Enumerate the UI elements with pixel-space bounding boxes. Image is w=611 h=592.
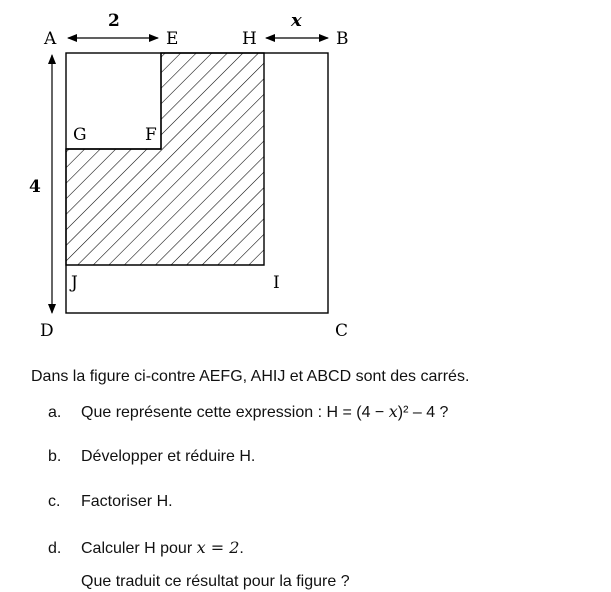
question-d-followup: Que traduit ce résultat pour la figure ? xyxy=(81,573,350,590)
question-text-end: . xyxy=(239,540,244,557)
question-letter: b. xyxy=(48,448,62,465)
point-label-j: J xyxy=(71,273,78,293)
point-label-d: D xyxy=(40,321,54,341)
dimension-label-ae: 2 xyxy=(108,11,120,31)
question-d xyxy=(48,538,244,558)
question-letter: d. xyxy=(48,540,62,557)
question-text: Calculer H pour xyxy=(81,540,197,557)
question-letter: c. xyxy=(48,493,61,510)
math-variable: x xyxy=(388,402,398,421)
question-text: Factoriser H. xyxy=(81,493,173,510)
math-expression: x = 2 xyxy=(196,538,240,557)
dimension-label-ad: 4 xyxy=(29,177,41,197)
question-text-end: )² – 4 ? xyxy=(397,404,449,421)
point-label-h: H xyxy=(242,29,257,49)
hatched-region xyxy=(66,53,264,265)
question-c xyxy=(48,493,173,511)
exercise-intro: Dans la figure ci-contre AEFG, AHIJ et ABCD sont des carrés. xyxy=(31,368,470,385)
point-label-i: I xyxy=(273,273,280,293)
dimension-label-hb: x xyxy=(291,10,302,31)
point-label-c: C xyxy=(335,321,349,341)
point-label-a: A xyxy=(44,29,57,49)
point-label-g: G xyxy=(73,125,87,145)
question-b xyxy=(48,448,255,466)
point-label-b: B xyxy=(336,29,349,49)
question-text: Développer et réduire H. xyxy=(81,448,256,465)
point-label-e: E xyxy=(166,29,179,49)
point-label-f: F xyxy=(145,125,157,145)
question-text: Que représente cette expression : H = (4 − xyxy=(81,404,389,421)
question-letter: a. xyxy=(48,404,62,421)
question-a xyxy=(48,402,448,422)
